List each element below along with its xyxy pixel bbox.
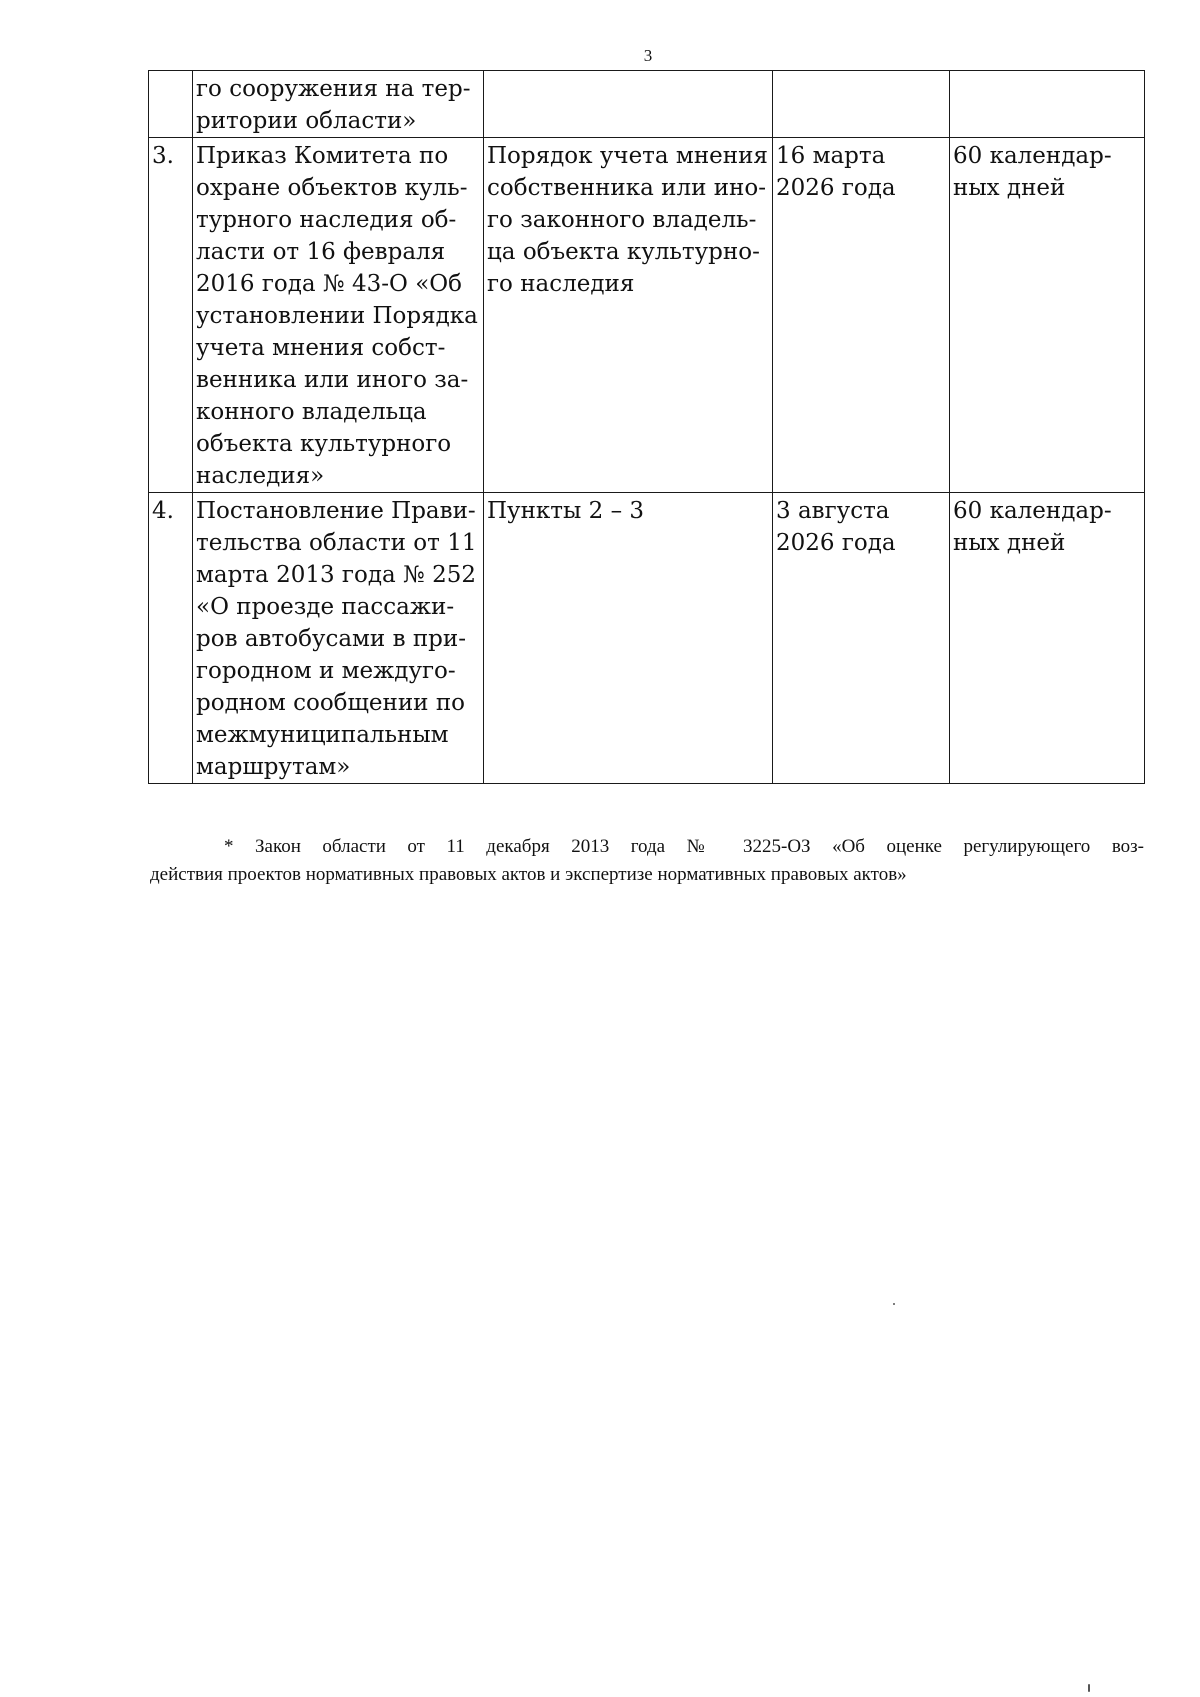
cell-line: 3 августа <box>776 498 890 524</box>
cell-num <box>149 493 193 784</box>
cell-act <box>193 71 484 138</box>
cell-provisions <box>484 493 773 784</box>
cell-line: учета мнения собст- <box>196 335 446 361</box>
row-number: 4. <box>152 498 174 524</box>
cell-period <box>950 138 1145 493</box>
acts-table-body <box>149 71 1145 784</box>
cell-line: турного наследия об- <box>196 207 457 233</box>
cell-line: Порядок учета мнения <box>487 143 768 169</box>
cell-line: родном сообщении по <box>196 690 466 716</box>
cell-date <box>773 71 950 138</box>
cell-line: 60 календар- <box>953 143 1112 169</box>
cell-line: конного владельца <box>196 399 427 425</box>
cell-line: тельства области от 11 <box>196 530 477 556</box>
cell-period <box>950 493 1145 784</box>
cell-provisions <box>484 71 773 138</box>
cell-line: го наследия <box>487 271 635 297</box>
scan-speck <box>1088 1684 1090 1692</box>
cell-line: Постановление Прави- <box>196 498 476 524</box>
cell-line: «О проезде пассажи- <box>196 594 455 620</box>
table-row <box>149 71 1145 138</box>
cell-line: городном и междуго- <box>196 658 456 684</box>
cell-line: венника или иного за- <box>196 367 469 393</box>
cell-line: межмуниципальным <box>196 722 449 748</box>
cell-line: ца объекта культурно- <box>487 239 760 265</box>
cell-line: го сооружения на тер- <box>196 76 471 102</box>
cell-line: ных дней <box>953 175 1066 201</box>
footnote-line-1: * Закон области от 11 декабря 2013 года № 3225-ОЗ «Об оценке регулирующего воз- <box>224 836 1144 857</box>
cell-line: собственника или ино- <box>487 175 766 201</box>
cell-line: 2016 года № 43-О «Об <box>196 271 462 297</box>
table-row <box>149 138 1145 493</box>
cell-line: 2026 года <box>776 175 896 201</box>
cell-num <box>149 138 193 493</box>
row-number: 3. <box>152 143 174 169</box>
cell-line: объекта культурного <box>196 431 452 457</box>
cell-line: наследия» <box>196 463 325 489</box>
footnote <box>150 833 1144 889</box>
table-row <box>149 493 1145 784</box>
cell-line: маршрутам» <box>196 754 351 780</box>
cell-date <box>773 138 950 493</box>
cell-line: 2026 года <box>776 530 896 556</box>
cell-period <box>950 71 1145 138</box>
cell-line: 16 марта <box>776 143 886 169</box>
cell-line: охране объектов куль- <box>196 175 468 201</box>
cell-line: установлении Порядка <box>196 303 478 329</box>
cell-act <box>193 493 484 784</box>
cell-line: ров автобусами в при- <box>196 626 466 652</box>
cell-act <box>193 138 484 493</box>
cell-line: ласти от 16 февраля <box>196 239 446 265</box>
cell-line: го законного владель- <box>487 207 757 233</box>
scan-speck <box>893 1303 895 1305</box>
cell-line: 60 календар- <box>953 498 1112 524</box>
acts-table <box>148 70 1145 784</box>
cell-date <box>773 493 950 784</box>
cell-num <box>149 71 193 138</box>
footnote-line-2: действия проектов нормативных правовых актов и экспертизе нормативных правовых актов» <box>150 864 907 885</box>
cell-line: Пункты 2 – 3 <box>487 498 645 524</box>
page-number: 3 <box>643 46 653 65</box>
cell-line: Приказ Комитета по <box>196 143 449 169</box>
cell-line: ритории области» <box>196 108 417 134</box>
cell-provisions <box>484 138 773 493</box>
cell-line: марта 2013 года № 252 <box>196 562 476 588</box>
cell-line: ных дней <box>953 530 1066 556</box>
